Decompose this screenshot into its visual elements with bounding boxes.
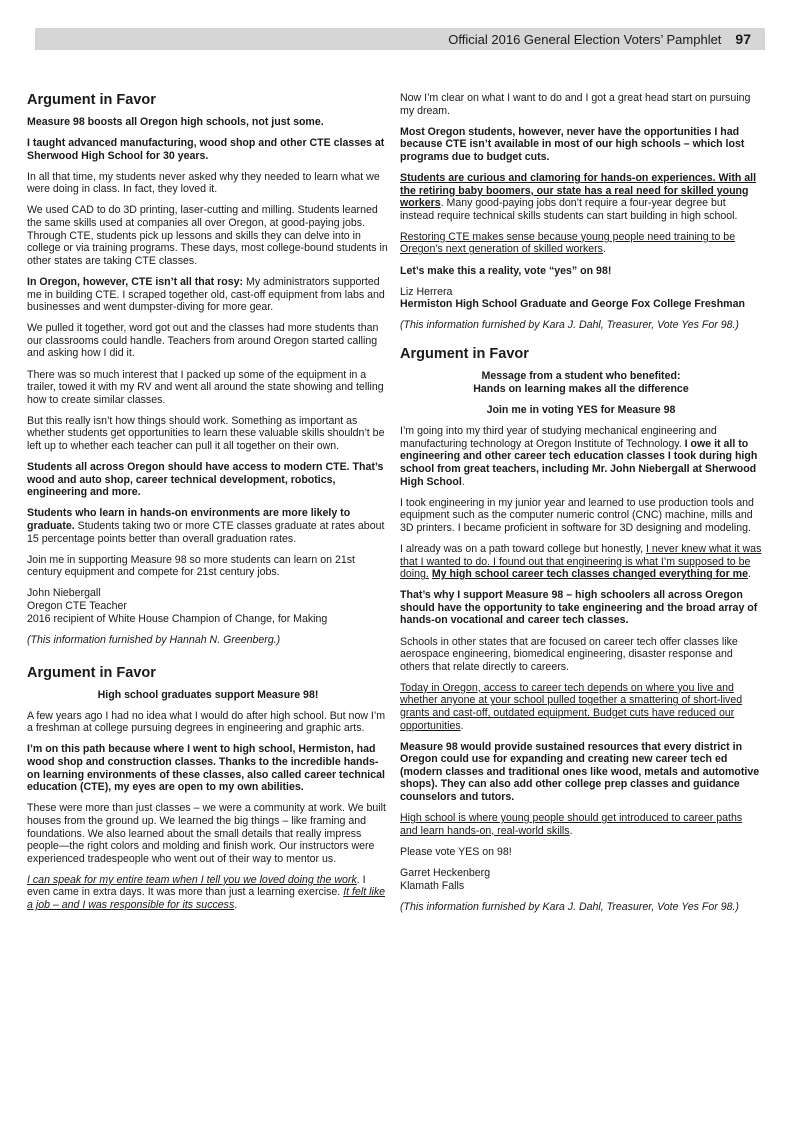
argument-paragraph [27, 874, 389, 912]
paragraph-text: . [602, 243, 606, 256]
underlined-text: High school is where young people should get introduced to career paths and learn hands-on, real-world skills [400, 812, 743, 837]
argument-paragraph: Schools in other states that are focused on career tech offer classes like aerospace engineering, biomedical engineering, disaster response and others that relate directly to careers. [400, 635, 738, 673]
argument-subheading: Message from a student who benefited: [481, 370, 681, 383]
signer-title: Hermiston High School Graduate and George Fox College Freshman [400, 298, 745, 311]
paragraph-text: I already was on a path toward college but honestly, [400, 542, 646, 555]
signer-award: 2016 recipient of White House Champion of Change, for Making [27, 612, 328, 625]
paragraph-text: . Many good-paying jobs don’t require a four-year degree but instead require technical skills students can start building in high school. [400, 197, 738, 222]
signature-block [27, 587, 389, 625]
signer-title: Oregon CTE Teacher [27, 599, 127, 612]
argument-paragraph [400, 231, 762, 256]
argument-paragraph: These were more than just classes – we were a community at work. We built houses from the ground up. We learned the big things – like framing and foundations. We also learned about the small details that really impress people—the right colors and molding and finish work. Our instructors were experienced tradespeople who went out of their way to mentor us. [27, 802, 386, 865]
paragraph-text: Students taking two or more CTE classes graduate at rates about 15 percentage points better than overall graduation rates. [27, 519, 385, 545]
argument-paragraph: I took engineering in my junior year and learned to use production tools and equipment such as the computer numeric control (CNC) machine, mills and 3D printers. I became proficient in software for 3D designing and modeling. [400, 496, 754, 534]
underlined-text: Restoring CTE makes sense because young people need training to be Oregon’s next generation of skilled workers [400, 230, 736, 256]
paragraph-text: . I even came in extra days. It was more than just a learning exercise. [27, 873, 366, 899]
argument-paragraph: There was so much interest that I packed up some of the equipment in a trailer, towed it with my RV and went all around the state showing and telling how to create similar classes. [27, 368, 384, 406]
argument-paragraph: I taught advanced manufacturing, wood shop and other CTE classes at Sherwood High School for 30 years. [27, 137, 385, 162]
argument-paragraph: That’s why I support Measure 98 – high schoolers all across Oregon should have the opportunity to take engineering and the broad array of hands-on vocational and career tech classes. [400, 589, 758, 627]
argument-paragraph: Measure 98 would provide sustained resources that every district in Oregon could use for expanding and creating new career tech ed (modern classes and traditional ones like wood, metals and automotive shops). They can also add other college prep classes and guidance counselors and tutors. [400, 740, 760, 804]
argument-paragraph: Students all across Oregon should have access to modern CTE. That’s wood and auto shop, career technical development, robotics, engineering and more. [27, 461, 384, 499]
page-header [35, 28, 765, 50]
argument-lead: Measure 98 boosts all Oregon high schools, not just some. [27, 116, 324, 128]
argument-heading: Argument in Favor [400, 346, 529, 363]
argument-paragraph: Let’s make this a reality, vote “yes” on 98! [400, 264, 612, 277]
argument-paragraph [27, 276, 389, 314]
signature-block [400, 867, 762, 892]
argument-paragraph: Now I’m clear on what I want to do and I got a great head start on pursuing my dream. [400, 92, 751, 117]
underlined-text: Today in Oregon, access to career tech depends on where you live and whether anyone at your school pulled together a smattering of short-lived grants and cast-off, outdated equipment. Budget cuts have reduced our opportunities [400, 681, 743, 732]
furnished-by: (This information furnished by Kara J. Dahl, Treasurer, Vote Yes For 98.) [400, 900, 739, 913]
pamphlet-title: Official 2016 General Election Voters’ Pamphlet [448, 31, 722, 47]
paragraph-text: I’m going into my third year of studying mechanical engineering and manufacturing technology at Oregon Institute of Technology. [400, 425, 717, 450]
left-column [27, 92, 389, 920]
bold-text: In Oregon, however, CTE isn’t all that rosy: [27, 275, 244, 288]
bold-text: I owe it all to engineering and other career tech education classes I took during high school from great teachers, including Mr. John Niebergall at Sherwood High School [400, 437, 758, 488]
argument-paragraph [400, 812, 762, 837]
argument-paragraph [400, 172, 762, 222]
underlined-italic-text: It felt like a job – and I was responsible for its success [27, 886, 386, 911]
argument-paragraph [400, 425, 762, 488]
signer-name: John Niebergall [27, 587, 101, 600]
signer-name: Garret Heckenberg [400, 866, 491, 879]
argument-paragraph: Please vote YES on 98! [400, 845, 512, 858]
argument-heading: Argument in Favor [27, 92, 156, 108]
bold-underlined-text: Students are curious and clamoring for hands-on experiences. With all the retiring baby boomers, our state has a real need for skilled young workers [400, 171, 757, 210]
paragraph-text: My administrators supported me in building CTE. I scraped together old, cast-off equipment from labs and businesses and went dumpster-diving for more gear. [27, 275, 385, 314]
argument-subheading: Join me in voting YES for Measure 98 [486, 404, 676, 417]
argument-heading: Argument in Favor [27, 664, 156, 681]
argument-paragraph: We pulled it together, word got out and the classes had more students than our classrooms could handle. Teachers from around Oregon started calling and asking how I did it. [27, 322, 379, 360]
argument-paragraph: In all that time, my students never asked why they needed to learn what we were doing in class. In fact, they loved it. [27, 170, 380, 196]
argument-paragraph: A few years ago I had no idea what I would do after high school. But now I’m a freshman at college pursuing degrees in engineering and graphic arts. [27, 709, 386, 735]
bold-underlined-text: My high school career tech classes changed everything for me [431, 568, 748, 581]
argument-subheading: Hands on learning makes all the difference [473, 383, 689, 395]
paragraph-text: . [748, 568, 751, 581]
underlined-italic-text: I can speak for my entire team when I tell you we loved doing the work [27, 873, 357, 886]
argument-subheading: High school graduates support Measure 98! [97, 688, 319, 701]
argument-paragraph [400, 543, 762, 581]
argument-paragraph [400, 682, 762, 732]
underlined-text: I never knew what it was that I wanted to do. I found out that engineering is what I’m supposed to be doing. [400, 542, 762, 581]
page-number: 97 [735, 31, 751, 47]
furnished-by: (This information furnished by Hannah N. Greenberg.) [27, 633, 281, 646]
paragraph-text: . [460, 719, 464, 732]
paragraph-text: . [461, 475, 465, 488]
argument-paragraph: We used CAD to do 3D printing, laser-cutting and milling. Students learned the same skills used at companies all over Oregon, at good-paying jobs. Through CTE, students pick up lessons and skills they can delve into in college or via training programs. These days, most college-bound students in other states are taking CTE classes. [27, 204, 388, 267]
signer-place: Klamath Falls [400, 879, 465, 892]
signature-block [400, 286, 762, 311]
paragraph-text: . [234, 899, 238, 911]
argument-paragraph: Most Oregon students, however, never have the opportunities I had because CTE isn’t available in most of our high schools – which lost programs due to budget cuts. [400, 125, 745, 163]
signer-name: Liz Herrera [400, 285, 453, 298]
argument-paragraph [27, 507, 389, 545]
argument-paragraph: I’m on this path because where I went to high school, Hermiston, had wood shop and construction classes. Thanks to the incredible hands-on learning environments of these classes, also called career technical education (CTE), my eyes are open to my own abilities. [27, 743, 385, 794]
right-column [400, 92, 762, 922]
paragraph-text: . [569, 824, 573, 837]
argument-paragraph: But this really isn’t how things should work. Something as important as whether students get opportunities to learn these valuable skills shouldn’t be left up to whether each teacher can pull it all together on their own. [27, 414, 385, 452]
argument-paragraph: Join me in supporting Measure 98 so more students can learn on 21st century equipment and compete for 21st century jobs. [27, 553, 356, 579]
bold-text: Students who learn in hands-on environments are more likely to graduate. [27, 507, 351, 532]
furnished-by: (This information furnished by Kara J. Dahl, Treasurer, Vote Yes For 98.) [400, 319, 739, 332]
